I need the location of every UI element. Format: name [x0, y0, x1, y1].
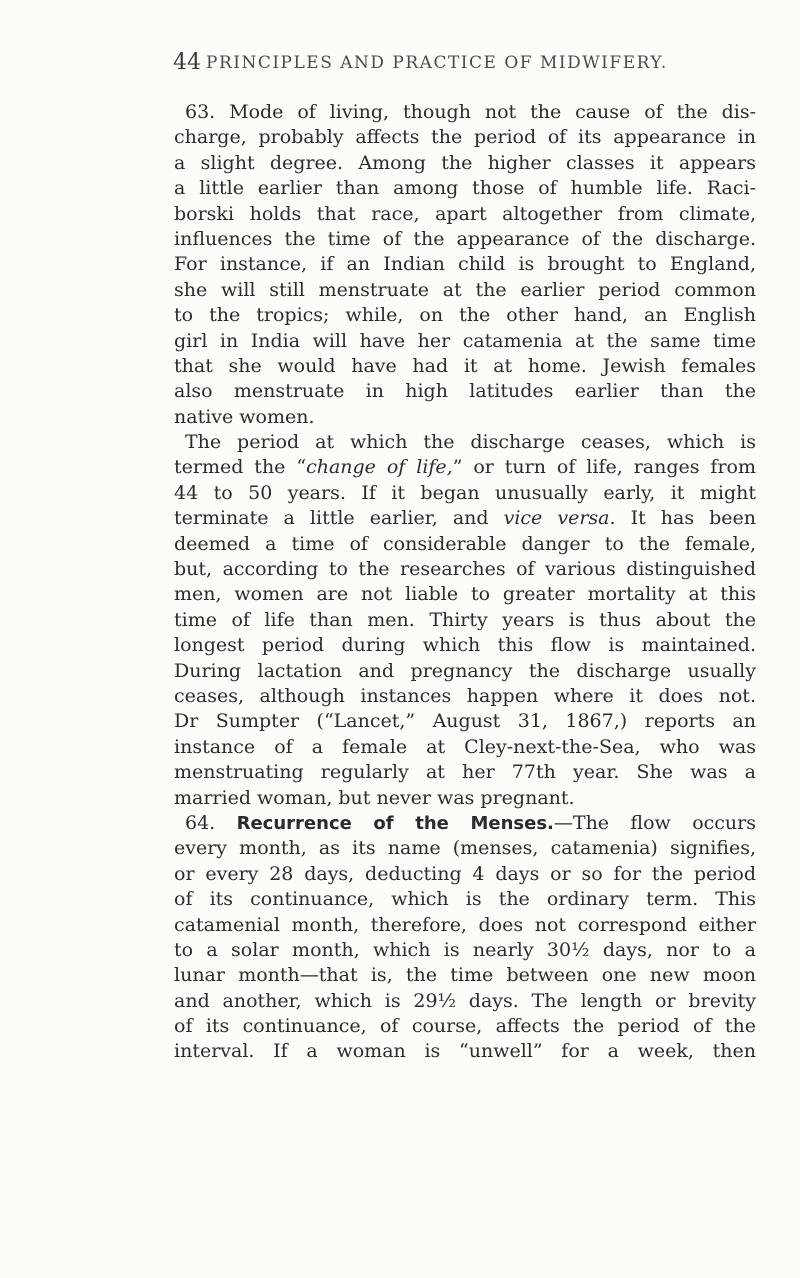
text-line: she will still menstruate at the earlier period common	[174, 278, 756, 301]
text-line: to a solar month, which is nearly 30½ days, nor to a	[174, 938, 756, 961]
text-line: every month, as its name (menses, catamenia) signifies,	[174, 837, 756, 860]
text-line: borski holds that race, apart altogether from climate,	[174, 202, 756, 225]
text-line: a slight degree. Among the higher classes it appears	[174, 151, 756, 174]
running-head	[173, 50, 756, 80]
running-head-title: PRINCIPLES AND PRACTICE OF MIDWIFERY.	[206, 53, 668, 73]
italic-phrase: vice versa.	[503, 507, 616, 530]
text-line: of its continuance, of course, affects the period of the	[174, 1015, 756, 1038]
text-line: interval. If a woman is “unwell” for a week, then	[174, 1040, 756, 1063]
text-line: longest period during which this flow is maintained.	[174, 634, 756, 657]
text-line: ceases, although instances happen where it does not.	[174, 684, 756, 707]
italic-phrase: change of life,	[306, 456, 453, 479]
text-line: that she would have had it at home. Jewish females	[174, 354, 756, 377]
text-line: married woman, but never was pregnant.	[174, 786, 575, 809]
text-line: influences the time of the appearance of the discharge.	[174, 227, 756, 250]
text-run: terminate a little earlier, and	[174, 507, 489, 530]
text-line: menstruating regularly at her 77th year. She was a	[174, 761, 756, 784]
text-run: It has been	[615, 507, 756, 530]
section-number: 64.	[185, 811, 237, 834]
section-heading: Recurrence of the Menses.	[236, 812, 554, 834]
text-line: a little earlier than among those of humble life. Raci-	[174, 177, 756, 200]
text-line: 63. Mode of living, though not the cause of the dis-	[185, 101, 756, 123]
text-line: or every 28 days, deducting 4 days or so for the period	[174, 862, 756, 885]
text-line: girl in India will have her catamenia at the same time	[174, 329, 756, 352]
text-line: charge, probably affects the period of its appearance in	[174, 126, 756, 149]
page-number: 44	[173, 50, 201, 75]
text-line: catamenial month, therefore, does not correspond either	[174, 913, 756, 936]
text-run: termed the “	[174, 456, 307, 479]
text-line: deemed a time of considerable danger to the female,	[174, 532, 756, 555]
text-run: —The flow occurs	[553, 811, 756, 834]
text-line	[174, 455, 756, 480]
text-line: lunar month—that is, the time between one new moon	[174, 964, 756, 987]
text-line: During lactation and pregnancy the discharge usually	[174, 659, 756, 682]
text-line: but, according to the researches of various distinguished	[174, 558, 756, 581]
body-text	[174, 100, 756, 1065]
text-line: of its continuance, which is the ordinary term. This	[174, 888, 756, 911]
text-line: also menstruate in high latitudes earlier than the	[174, 380, 756, 403]
text-line: 44 to 50 years. If it began unusually early, it might	[174, 481, 756, 504]
text-line	[174, 506, 756, 531]
text-line: For instance, if an Indian child is brought to England,	[174, 253, 756, 276]
text-line: instance of a female at Cley-next-the-Sea, who was	[174, 735, 756, 758]
text-line	[174, 811, 756, 836]
text-line: to the tropics; while, on the other hand, an English	[174, 304, 756, 327]
text-line: Dr Sumpter (“Lancet,” August 31, 1867,) reports an	[174, 710, 756, 733]
text-line: men, women are not liable to greater mortality at this	[174, 583, 756, 606]
text-run: ” or turn of life, ranges from	[452, 456, 757, 479]
text-line: and another, which is 29½ days. The length or brevity	[174, 989, 756, 1012]
text-line: time of life than men. Thirty years is thus about the	[174, 608, 756, 631]
text-line: native women.	[174, 405, 315, 428]
text-line: The period at which the discharge ceases, which is	[185, 431, 756, 454]
